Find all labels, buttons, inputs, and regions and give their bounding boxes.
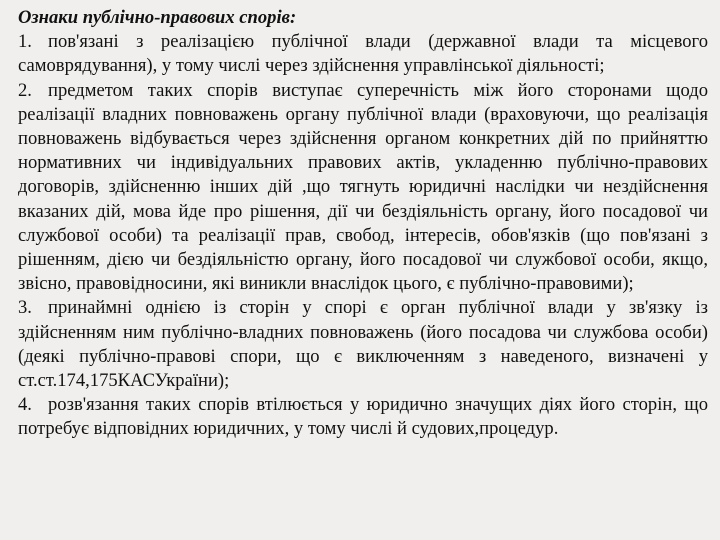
list-item: [18, 393, 708, 441]
list-item-text: принаймні однією із сторін у спорі є орган публічної влади у зв'язку із здійсненням ним публічно-владних повноважень (його посадова чи службова особи) (деякі публічно-правові спори, що є виключенням з наведеного, визначені у ст.ст.174,175КАСУкраїни);: [18, 297, 708, 392]
list-item-text: предметом таких спорів виступає суперечність між його сторонами щодо реалізації владних повноважень органу публічної влади (враховуючи, що реалізація повноважень відбувається через здійснення органом конкретних дій по прийняттю нормативних чи індивідуальних правових актів, укладенню публічно-правових договорів, здійсненню інших дій ,що тягнуть юридичні наслідки чи нездійснення вказаних дій, мова йде про рішення, дії чи бездіяльність органу, його посадової чи службової особи) та реалізації прав, свобод, інтересів, обов'язків (що пов'язані з рішенням, дією чи бездіяльністю органу, його посадової чи службової особи, якщо, звісно, правовідносини, які виникли внаслідок цього, є публічно-правовими);: [18, 79, 708, 295]
list-item-number: 4.: [18, 394, 32, 416]
list-item-number: 1.: [18, 31, 32, 53]
list-item-text: розв'язання таких спорів втілюється у юридично значущих діях його сторін, що потребує відповідних юридичних, у тому числі й судових,процедур.: [18, 394, 708, 440]
list-item: [18, 296, 708, 393]
list-item-number: 3.: [18, 297, 32, 319]
list-item: [18, 30, 708, 78]
list-item-number: 2.: [18, 79, 32, 101]
list-item-text: пов'язані з реалізацією публічної влади (державної влади та місцевого самоврядування), у тому числі через здійснення управлінської діяльності;: [18, 31, 708, 77]
slide-title: Ознаки публічно-правових спорів:: [18, 7, 297, 28]
list-item: [18, 79, 708, 297]
slide-content: [18, 6, 708, 442]
